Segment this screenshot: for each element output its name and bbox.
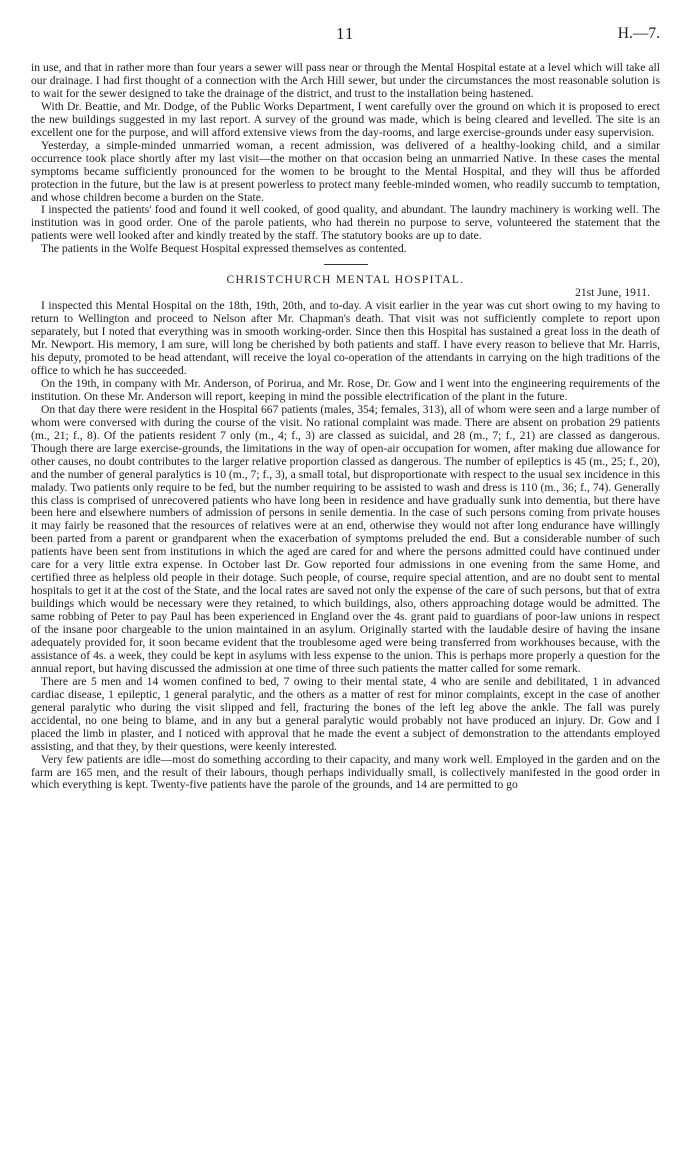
- section-date: 21st June, 1911.: [575, 286, 650, 300]
- paragraph: On that day there were resident in the Hospital 667 patients (males, 354; females, 313), all of whom were seen and a large number of whom were conversed with during the course of the visit. No rational complaint was made. There are absent on probation 29 patients (m., 21; f., 8). Of the patients resident 7 only (m., 4; f., 3) are classed as suicidal, and 28 (m., 7; f., 21) are classed as dangerous. Though there are large exercise-grounds, the limitations in the way of open-air occupation for women, after making due allowance for other causes, no doubt contributes to the larger relative proportion classed as dangerous. The number of epileptics is 45 (m., 25; f., 20), and the number of general paralytics is 10 (m., 7; f., 3), a small total, but disproportionate with respect to the usual sex incidence in this malady. Two patients only require to be fed, but the number requiring to be assisted to wash and dress is 110 (m., 36; f., 74). Generally this class is comprised of unrecovered patients who have long been in residence and have gradually sunk into dementia, but there have been here and elsewhere numbers of admission of persons in senile dementia. In the case of such persons coming from private houses it may fairly be reasoned that the resources of relatives were at an end, otherwise they would not after long endurance have willingly been parted from a parent or grandparent when the exacerbation of symptoms preluded the end. But a considerable number of such patients have been sent from institutions in which the aged are cared for and where the persons admitted could have continued under care for a very little extra expense. In October last Dr. Gow reported four admissions in one evening from the same Home, and certified three as helpless old people in their dotage. Such people, of course, require special attention, and are no doubt sent to mental hospitals to get it at the cost of the State, and the local rates are saved not only the expense of the care of such persons, but that of extra buildings which would be necessary were they retained, to which buildings, also, others approaching dotage would be admitted. The same robbing of Peter to pay Paul has been experienced in England over the 4s. grant paid to guardians of poor-law unions in respect of the insane poor chargeable to the union maintained in an asylum. Originally started with the laudable desire of having the insane adequately provided for, it soon became evident that the troublesome aged were being transferred from workhouses because, with the assistance of 4s. a week, they could be kept in asylums with less expense to the union. This is perhaps more properly a question for the annual report, but having discussed the admission at one time of three such patients the matter called for some remark.: [31, 402, 660, 675]
- paragraph: I inspected this Mental Hospital on the 18th, 19th, 20th, and to-day. A visit earlier in the year was cut short owing to my having to return to Wellington and proceed to Nelson after Mr. Chapman's death. That visit was not sufficiently complete to report upon separately, but I noted that everything was in smooth working-order. Since then this Hospital has sustained a great loss in the death of Mr. Newport. His memory, I am sure, will long be cherished by both patients and staff. I have every reason to believe that Mr. Harris, his deputy, promoted to be head attendant, will receive the loyal co-operation of the attendants in carrying on the high traditions of the office to which he has succeeded.: [31, 299, 660, 377]
- christchurch-section: [31, 300, 660, 792]
- paragraph: On the 19th, in company with Mr. Anderson, of Porirua, and Mr. Rose, Dr. Gow and I went into the engineering requirements of the institution. On these Mr. Anderson will report, keeping in mind the possible electrification of the plant in the future.: [31, 376, 660, 403]
- paragraph: Very few patients are idle—most do something according to their capacity, and many work well. Employed in the garden and on the farm are 165 men, and the result of their labours, though perhaps individually small, is collectively manifested in the good order in which everything is kept. Twenty-five patients have the parole of the grounds, and 14 are permitted to go: [31, 752, 660, 792]
- paragraph: I inspected the patients' food and found it well cooked, of good quality, and abundant. The laundry machinery is working well. The institution was in good order. One of the parole patients, who had therein no purpose to serve, volunteered the statement that the patients were well looked after and kindly treated by the staff. The statutory books are up to date.: [31, 203, 660, 243]
- page-header: [31, 24, 660, 62]
- paragraph: There are 5 men and 14 women confined to bed, 7 owing to their mental state, 4 who are senile and debilitated, 1 in advanced cardiac disease, 1 epileptic, 1 general paralytic, and the others as a matter of rest for minor complaints, except in the case of another general paralytic who during the visit slipped and fell, fracturing the bones of the left leg above the ankle. The fall was purely accidental, no one being to blame, and in any but a general paralytic would probably not have produced an injury. Dr. Gow and I placed the limb in plaster, and I noticed with approval that he made the event a subject of demonstration to the attendants employed assisting, and that they, by their questions, were keenly interested.: [31, 674, 660, 753]
- section-title: CHRISTCHURCH MENTAL HOSPITAL.: [226, 273, 465, 287]
- paragraph: The patients in the Wolfe Bequest Hospital expressed themselves as contented.: [41, 242, 407, 256]
- section-divider: [324, 264, 368, 265]
- intro-section: [31, 62, 660, 256]
- paragraph: Yesterday, a simple-minded unmarried woman, a recent admission, was delivered of a healthy-looking child, and a similar occurrence took place shortly after my last visit—the mother on that occasion being an unmarried Native. In these cases the mental symptoms became sufficiently pronounced for the women to be brought to the Mental Hospital, and they will thus be afforded protection in the future, but the law is at present powerless to protect many feeble-minded women, who readily succumb to temptation, and whose children become a burden on the State.: [31, 138, 660, 204]
- document-reference: H.—7.: [617, 25, 660, 42]
- page-number: 11: [336, 24, 355, 43]
- paragraph: in use, and that in rather more than four years a sewer will pass near or through the Mental Hospital estate at a level which will take all our drainage. I had first thought of a connection with the Arch Hill sewer, but under the circumstances the most reasonable solution is to wait for the sewer designed to take the drainage of the district, and trust to the installation being hastened.: [31, 61, 660, 100]
- paragraph: With Dr. Beattie, and Mr. Dodge, of the Public Works Department, I went carefully over the ground on which it is proposed to erect the new buildings suggested in my last report. A survey of the ground was made, which is being cleared and levelled. The site is an excellent one for the purpose, and will afford extensive views from the day-rooms, and large exercise-grounds under easy supervision.: [31, 99, 660, 139]
